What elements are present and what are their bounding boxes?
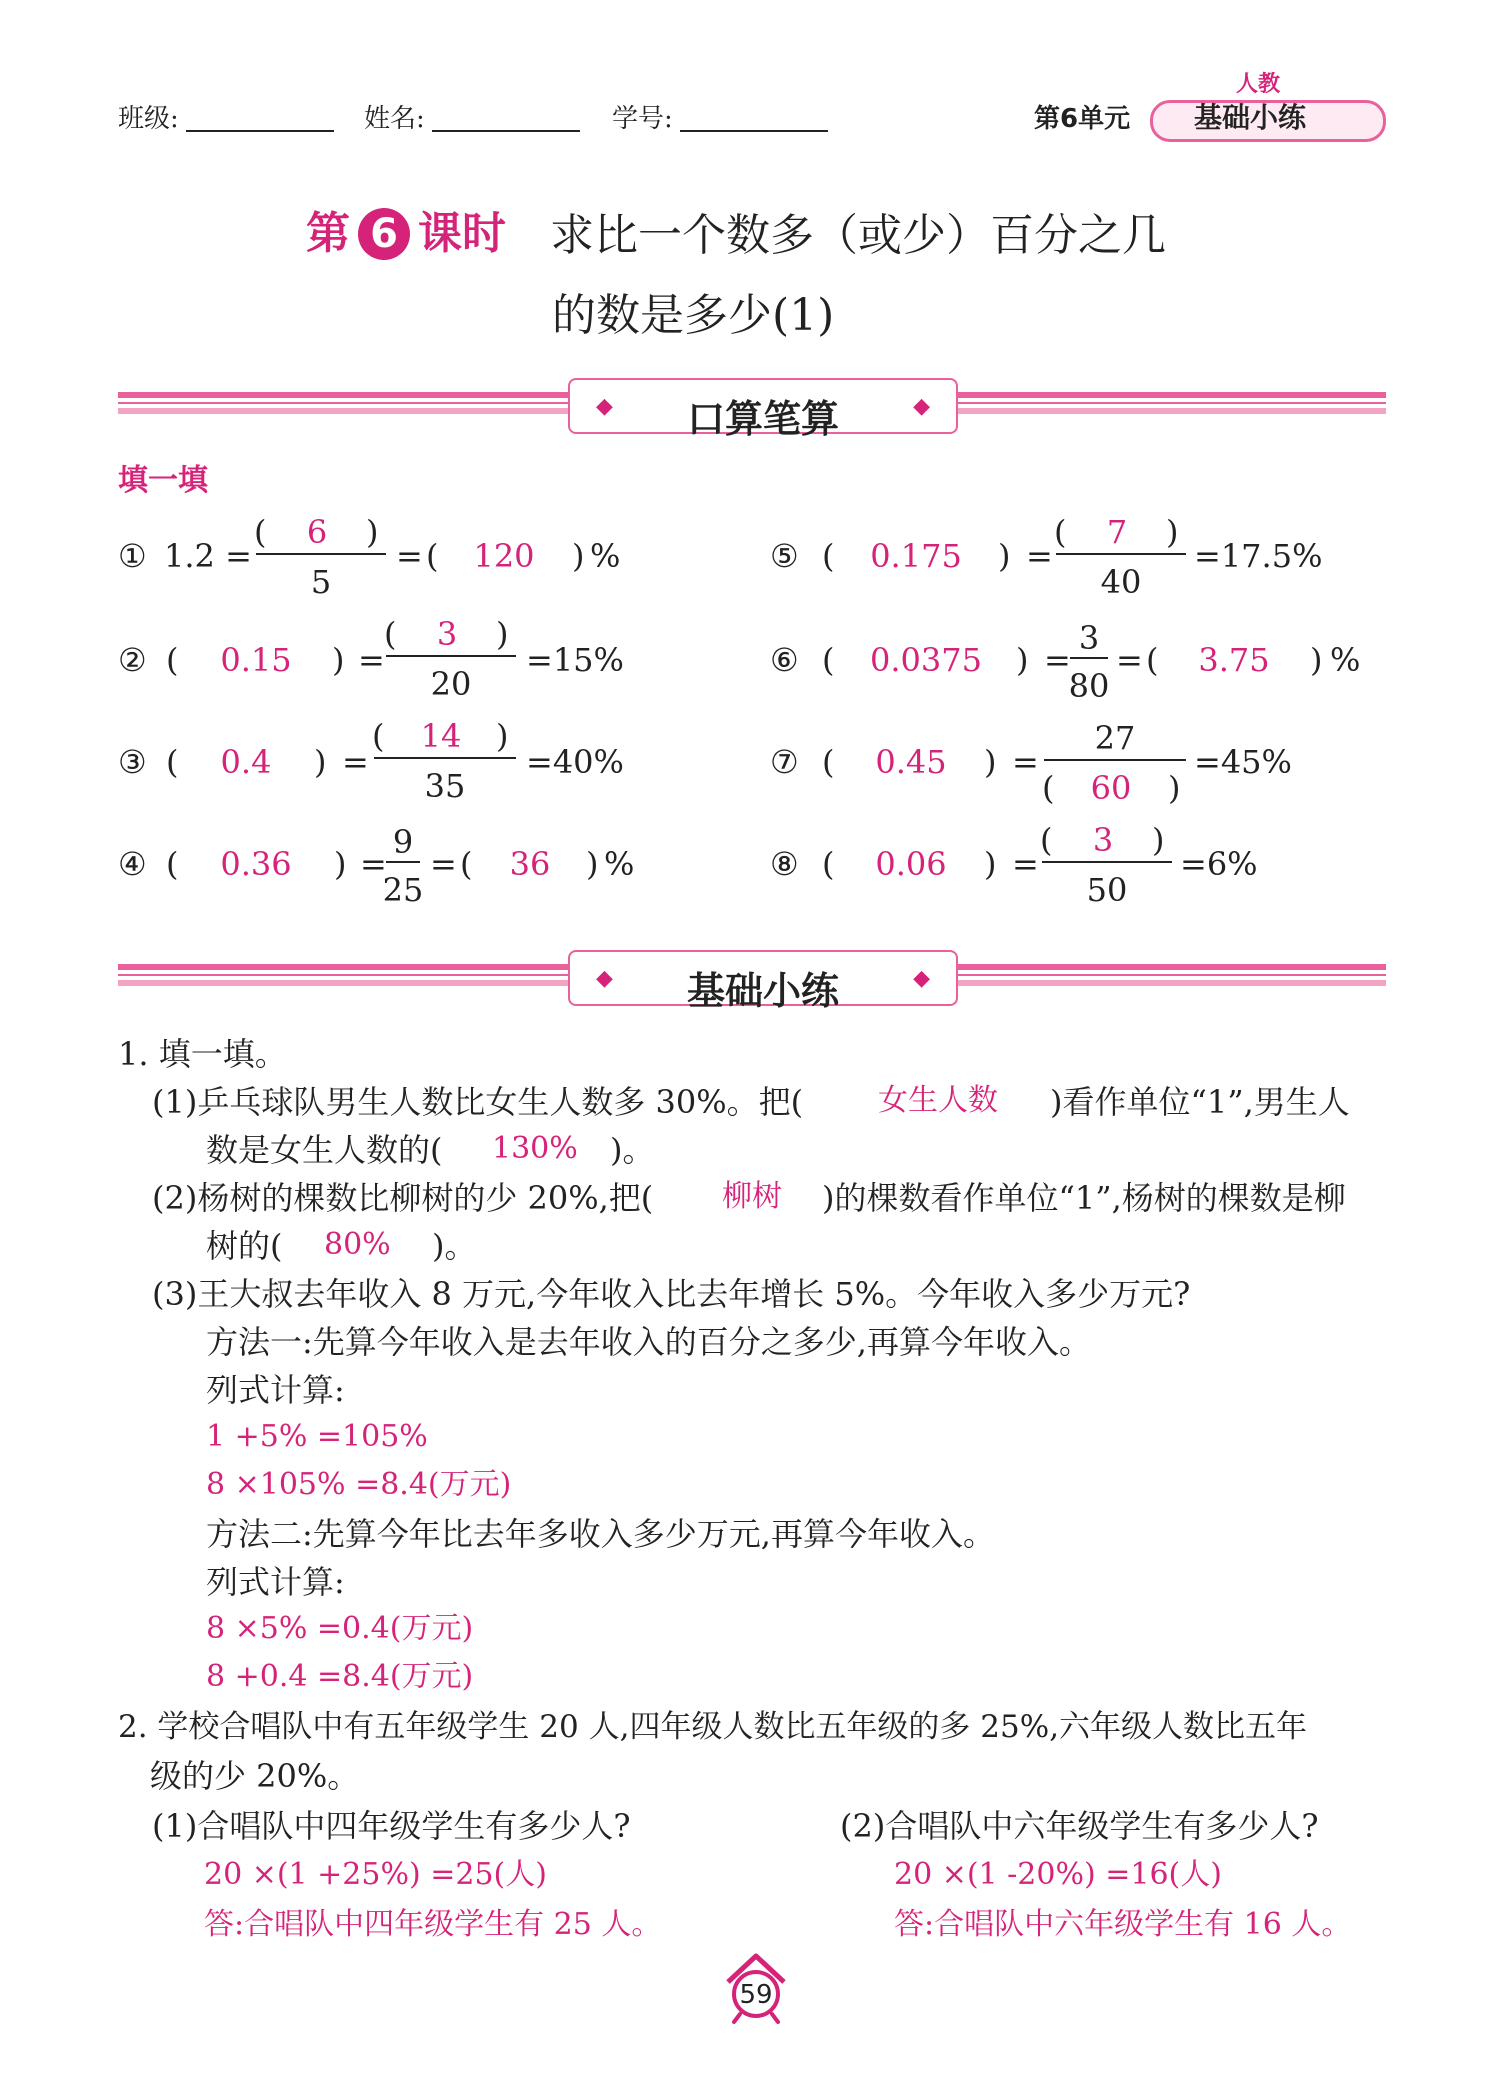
item-number: ③ bbox=[118, 743, 147, 781]
percent-sign: % bbox=[604, 845, 635, 883]
problem-2-a1-calc: 20 ×(1 +25%) =25(人) bbox=[204, 1857, 547, 1892]
percent-sign: % bbox=[590, 537, 621, 575]
sub2-text: (2)杨树的棵数比柳树的少 20%,把( bbox=[152, 1179, 654, 1217]
calc-label: 列式计算: bbox=[206, 1563, 345, 1601]
fraction-bar bbox=[386, 861, 420, 863]
denominator: 80 bbox=[1068, 667, 1110, 705]
answer-numerator: 6 bbox=[306, 513, 328, 551]
method2-text: 方法二:先算今年比去年多收入多少万元,再算今年收入。 bbox=[206, 1515, 995, 1553]
fraction-bar bbox=[1042, 861, 1172, 863]
name-label: 姓名: bbox=[364, 104, 425, 134]
equals-sign: = bbox=[1044, 641, 1071, 679]
equals-sign: = bbox=[1116, 641, 1143, 679]
item-number: ⑤ bbox=[770, 537, 799, 575]
problem-1-title: 1. 填一填。 bbox=[118, 1035, 287, 1073]
method1-step2: 8 ×105% =8.4(万元) bbox=[206, 1467, 512, 1502]
answer-decimal: 0.45 bbox=[875, 743, 947, 781]
answer-percent: 36 bbox=[509, 845, 551, 883]
subheading-fill: 填一填 bbox=[118, 463, 208, 498]
item-number: ⑧ bbox=[770, 845, 799, 883]
answer-decimal: 0.15 bbox=[220, 641, 292, 679]
section-title: 基础小练 bbox=[686, 969, 839, 1013]
rhs-text: =40% bbox=[526, 743, 624, 781]
method2-step2: 8 +0.4 =8.4(万元) bbox=[206, 1659, 474, 1694]
equals-sign: = bbox=[430, 845, 457, 883]
item-number: ② bbox=[118, 641, 147, 679]
numerator: 9 bbox=[392, 823, 414, 861]
name-field[interactable] bbox=[432, 130, 580, 132]
answer-numerator: 14 bbox=[420, 717, 462, 755]
equals-sign: = bbox=[342, 743, 369, 781]
sub1-line2-end: )。 bbox=[610, 1131, 655, 1169]
lesson-title-line1: 求比一个数多（或少）百分之几 bbox=[550, 210, 1166, 261]
problem-2-a2-calc: 20 ×(1 -20%) =16(人) bbox=[894, 1857, 1222, 1892]
problem-2-q1: (1)合唱队中四年级学生有多少人? bbox=[152, 1807, 631, 1845]
problem-2-q2: (2)合唱队中六年级学生有多少人? bbox=[840, 1807, 1319, 1845]
fraction-bar bbox=[256, 553, 386, 555]
rhs-text: =17.5% bbox=[1194, 537, 1323, 575]
denominator: 50 bbox=[1086, 871, 1128, 909]
sub3-text: (3)王大叔去年收入 8 万元,今年收入比去年增长 5%。今年收入多少万元? bbox=[152, 1275, 1191, 1313]
section-header-basic: ◆ 基础小练 ◆ bbox=[568, 950, 958, 1006]
answer-percent: 3.75 bbox=[1198, 641, 1270, 679]
answer-numerator: 3 bbox=[436, 615, 458, 653]
lesson-prefix: 第 bbox=[306, 208, 350, 259]
section-header-oral: ◆ 口算笔算 ◆ bbox=[568, 378, 958, 434]
item-number: ④ bbox=[118, 845, 147, 883]
lesson-title-line2: 的数是多少(1) bbox=[552, 290, 835, 341]
class-field[interactable] bbox=[186, 130, 334, 132]
answer-decimal: 0.0375 bbox=[870, 641, 982, 679]
unit-label: 第6单元 bbox=[1034, 104, 1131, 134]
sub2-line2-end: )。 bbox=[432, 1227, 477, 1265]
denominator: 40 bbox=[1100, 563, 1142, 601]
answer-decimal: 0.4 bbox=[220, 743, 272, 781]
equals-sign: = bbox=[1026, 537, 1053, 575]
answer-numerator: 3 bbox=[1092, 821, 1114, 859]
answer-percent: 120 bbox=[473, 537, 535, 575]
equals-sign: = bbox=[396, 537, 423, 575]
sub2-line2: 树的( bbox=[206, 1227, 283, 1265]
calc-label: 列式计算: bbox=[206, 1371, 345, 1409]
lesson-number: 6 bbox=[370, 211, 398, 257]
item-number: ⑦ bbox=[770, 743, 799, 781]
answer-decimal: 0.36 bbox=[220, 845, 292, 883]
rhs-text: =15% bbox=[526, 641, 624, 679]
numerator: 3 bbox=[1078, 619, 1100, 657]
sub1-text-cont: )看作单位“1”,男生人 bbox=[1050, 1083, 1350, 1121]
numerator: 27 bbox=[1094, 719, 1136, 757]
equals-sign: = bbox=[358, 641, 385, 679]
rhs-text: =6% bbox=[1180, 845, 1258, 883]
page-number: 59 bbox=[739, 1980, 773, 2010]
method2-step1: 8 ×5% =0.4(万元) bbox=[206, 1611, 474, 1646]
method1-step1: 1 +5% =105% bbox=[206, 1419, 428, 1454]
denominator: 35 bbox=[424, 767, 466, 805]
sub1-answer-unit: 女生人数 bbox=[878, 1083, 998, 1118]
student-id-field[interactable] bbox=[680, 130, 828, 132]
badge-main-text: 基础小练 bbox=[1194, 101, 1307, 134]
section-title: 口算笔算 bbox=[686, 397, 839, 441]
sub2-text-cont: )的棵数看作单位“1”,杨树的棵数是柳 bbox=[822, 1179, 1346, 1217]
fraction-bar bbox=[1044, 759, 1186, 761]
fraction-bar bbox=[1056, 553, 1186, 555]
item-number: ① bbox=[118, 537, 147, 575]
problem-2-line2: 级的少 20%。 bbox=[150, 1757, 360, 1795]
rhs-text: =45% bbox=[1194, 743, 1292, 781]
problem-2-a1-answer: 答:合唱队中四年级学生有 25 人。 bbox=[204, 1907, 662, 1942]
equals-sign: = bbox=[1012, 845, 1039, 883]
denominator: 5 bbox=[310, 563, 332, 601]
denominator: 20 bbox=[430, 665, 472, 703]
answer-numerator: 7 bbox=[1106, 513, 1128, 551]
sub2-answer-percent: 80% bbox=[324, 1227, 391, 1262]
sub1-line2: 数是女生人数的( bbox=[206, 1131, 443, 1169]
method1-text: 方法一:先算今年收入是去年收入的百分之多少,再算今年收入。 bbox=[206, 1323, 1091, 1361]
item-number: ⑥ bbox=[770, 641, 799, 679]
answer-denominator: 60 bbox=[1090, 769, 1132, 807]
problem-2-line1: 2. 学校合唱队中有五年级学生 20 人,四年级人数比五年级的多 25%,六年级人数比五年 bbox=[118, 1709, 1308, 1745]
class-label: 班级: bbox=[118, 104, 179, 134]
lesson-suffix: 课时 bbox=[418, 208, 506, 259]
answer-decimal: 0.175 bbox=[870, 537, 962, 575]
fraction-bar bbox=[386, 655, 516, 657]
expression-text: 1.2 = bbox=[164, 537, 252, 575]
denominator: 25 bbox=[382, 871, 424, 909]
fraction-bar bbox=[374, 757, 516, 759]
sub1-answer-percent: 130% bbox=[492, 1131, 578, 1166]
sub1-text: (1)乒乓球队男生人数比女生人数多 30%。把( bbox=[152, 1083, 804, 1121]
problem-2-a2-answer: 答:合唱队中六年级学生有 16 人。 bbox=[894, 1907, 1352, 1942]
percent-sign: % bbox=[1330, 641, 1361, 679]
equals-sign: = bbox=[360, 845, 387, 883]
equals-sign: = bbox=[1012, 743, 1039, 781]
sub2-answer-unit: 柳树 bbox=[722, 1179, 782, 1214]
badge-small-text: 人教 bbox=[1236, 72, 1281, 97]
student-id-label: 学号: bbox=[612, 104, 673, 134]
fraction-bar bbox=[1070, 657, 1108, 659]
answer-decimal: 0.06 bbox=[875, 845, 947, 883]
